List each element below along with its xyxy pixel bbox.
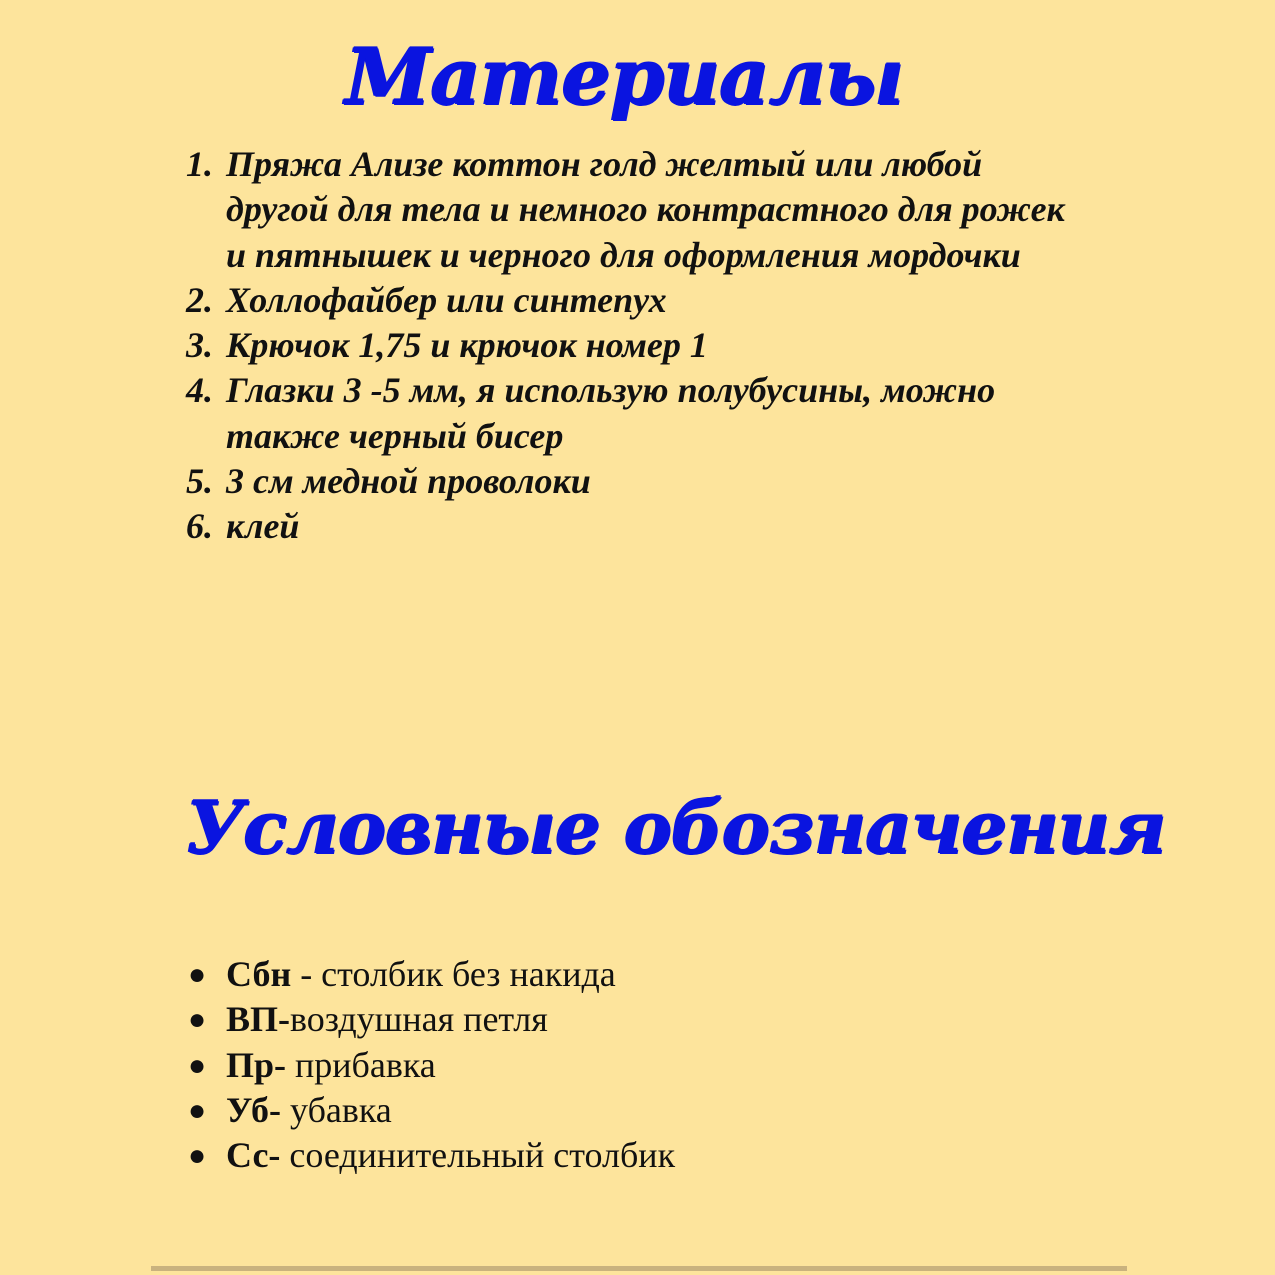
item-number: 6. <box>186 506 213 547</box>
item-line: 3 см медной проволоки <box>226 461 591 502</box>
materials-heading: Материалы <box>345 32 904 123</box>
materials-item <box>186 368 1146 459</box>
legend-item <box>186 1043 675 1088</box>
item-line: Глазки 3 -5 мм, я использую полубусины, можно <box>226 370 996 411</box>
item-line: клей <box>226 506 300 547</box>
bullet-icon: ● <box>188 958 207 991</box>
legend-item <box>186 1133 675 1178</box>
materials-item <box>186 323 1146 368</box>
bottom-divider <box>151 1266 1127 1271</box>
item-line: также черный бисер <box>226 415 564 456</box>
legend-item <box>186 952 675 997</box>
item-number: 1. <box>186 144 213 184</box>
legend-item <box>186 1088 675 1133</box>
item-number: 4. <box>186 370 213 411</box>
legend-term: Сбн <box>226 954 292 994</box>
materials-item <box>186 142 1146 278</box>
item-number: 3. <box>186 325 213 366</box>
legend-description: - столбик без накида <box>291 954 616 994</box>
materials-item <box>186 459 1146 504</box>
legend-term: ВП- <box>226 999 291 1040</box>
legend-description: соединительный столбик <box>280 1135 676 1176</box>
legend-description: воздушная петля <box>290 999 548 1040</box>
legend-term: Пр- <box>226 1044 287 1085</box>
item-line: и пятнышек и черного для оформления мордочки <box>226 234 1021 275</box>
materials-item <box>186 278 1146 323</box>
legend-description: прибавка <box>286 1044 436 1085</box>
legend-item <box>186 997 675 1042</box>
legend-list <box>186 952 675 1178</box>
legend-description: убавка <box>281 1089 392 1130</box>
bullet-icon: ● <box>188 1139 207 1173</box>
item-line: Пряжа Ализе коттон голд желтый или любой <box>226 144 983 184</box>
legend-heading: Условные обозначения <box>186 785 1166 870</box>
item-number: 5. <box>186 461 213 502</box>
materials-list <box>186 142 1146 550</box>
bullet-icon: ● <box>188 1093 207 1127</box>
legend-term: Уб- <box>226 1089 282 1130</box>
legend-term: Сс- <box>226 1135 281 1176</box>
item-line: другой для тела и немного контрастного для рожек <box>226 189 1065 230</box>
materials-item <box>186 504 1146 549</box>
item-number: 2. <box>186 279 213 320</box>
bullet-icon: ● <box>188 1003 207 1037</box>
item-line: Холлофайбер или синтепух <box>226 279 667 320</box>
bullet-icon: ● <box>188 1048 207 1082</box>
item-line: Крючок 1,75 и крючок номер 1 <box>226 325 708 366</box>
